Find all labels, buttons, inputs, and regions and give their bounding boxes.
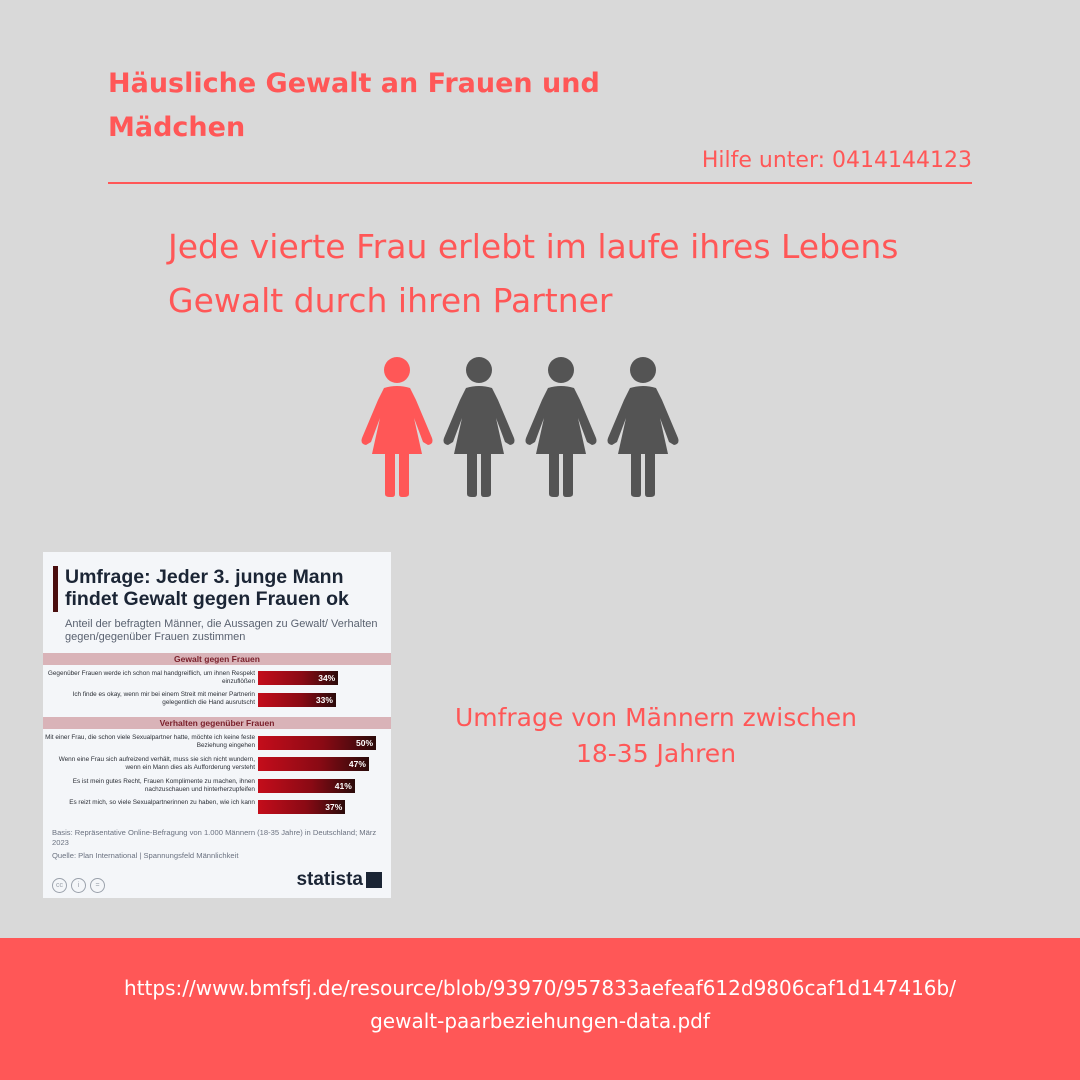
bar-value: 47% [348, 759, 366, 769]
row-label: Gegenüber Frauen werde ich schon mal handgreiflich, um ihnen Respekt einzuflößen [47, 670, 255, 685]
source-link[interactable]: https://www.bmfsfj.de/resource/blob/93970/957833aefeaf612d9806caf1d147416b/gewalt-paarbeziehungen-data.pdf [124, 976, 956, 1033]
statista-logo-icon [366, 872, 382, 888]
bar-value: 50% [355, 738, 373, 748]
bar [258, 800, 345, 814]
nd-icon: = [90, 878, 105, 893]
headline: Jede vierte Frau erlebt im laufe ihres Lebens Gewalt durch ihren Partner [168, 227, 899, 320]
infographic-title: Umfrage: Jeder 3. junge Mann findet Gewalt gegen Frauen ok [65, 566, 349, 610]
bar-value: 41% [334, 781, 352, 791]
statista-logo: statista [296, 869, 363, 890]
bar [258, 779, 355, 793]
bar [258, 736, 376, 750]
bar-value: 37% [325, 802, 343, 812]
bar-value: 34% [318, 673, 336, 683]
woman-icon [438, 356, 520, 498]
woman-icon [602, 356, 684, 498]
license-icons [52, 872, 109, 888]
section-heading: Verhalten gegenüber Frauen [43, 717, 391, 729]
header-divider [108, 182, 972, 184]
bar-value: 33% [315, 695, 333, 705]
hotline-text: Hilfe unter: 0414144123 [701, 148, 972, 173]
infographic-subtitle: Anteil der befragten Männer, die Aussagen zu Gewalt/ Verhalten gegen/gegenüber Frauen zustimmen [65, 618, 378, 643]
women-figures [356, 356, 686, 498]
bar [258, 671, 338, 685]
woman-icon [520, 356, 602, 498]
survey-note: Umfrage von Männern zwischen 18-35 Jahren [454, 703, 858, 768]
section-heading: Gewalt gegen Frauen [43, 653, 391, 665]
statista-infographic [43, 552, 391, 898]
bar [258, 757, 369, 771]
footer-banner [0, 938, 1080, 1080]
row-label: Es reizt mich, so viele Sexualpartnerinnen zu haben, wie ich kann [69, 799, 255, 806]
row-label: Mit einer Frau, die schon viele Sexualpartner hatte, möchte ich keine feste Beziehung eingehen [45, 734, 255, 749]
page-title: Häusliche Gewalt an Frauen und Mädchen [108, 68, 600, 143]
survey-basis: Basis: Repräsentative Online-Befragung von 1.000 Männern (18-35 Jahre) in Deutschland; März 2023 [52, 828, 377, 847]
row-label: Es ist mein gutes Recht, Frauen Komplimente zu machen, ihnen nachzuschauen und hinterherzupfeifen [72, 778, 255, 793]
row-label: Wenn eine Frau sich aufreizend verhält, muss sie sich nicht wundern, wenn ein Mann dies als Aufforderung versteht [58, 756, 255, 771]
woman-icon-highlighted [356, 356, 438, 498]
cc-icon: cc [52, 878, 67, 893]
survey-source: Quelle: Plan International | Spannungsfeld Männlichkeit [52, 851, 239, 860]
bar [258, 693, 336, 707]
by-icon: i [71, 878, 86, 893]
title-accent-bar [53, 566, 58, 612]
row-label: Ich finde es okay, wenn mir bei einem Streit mit meiner Partnerin gelegentlich die Hand ausrutscht [72, 691, 255, 706]
